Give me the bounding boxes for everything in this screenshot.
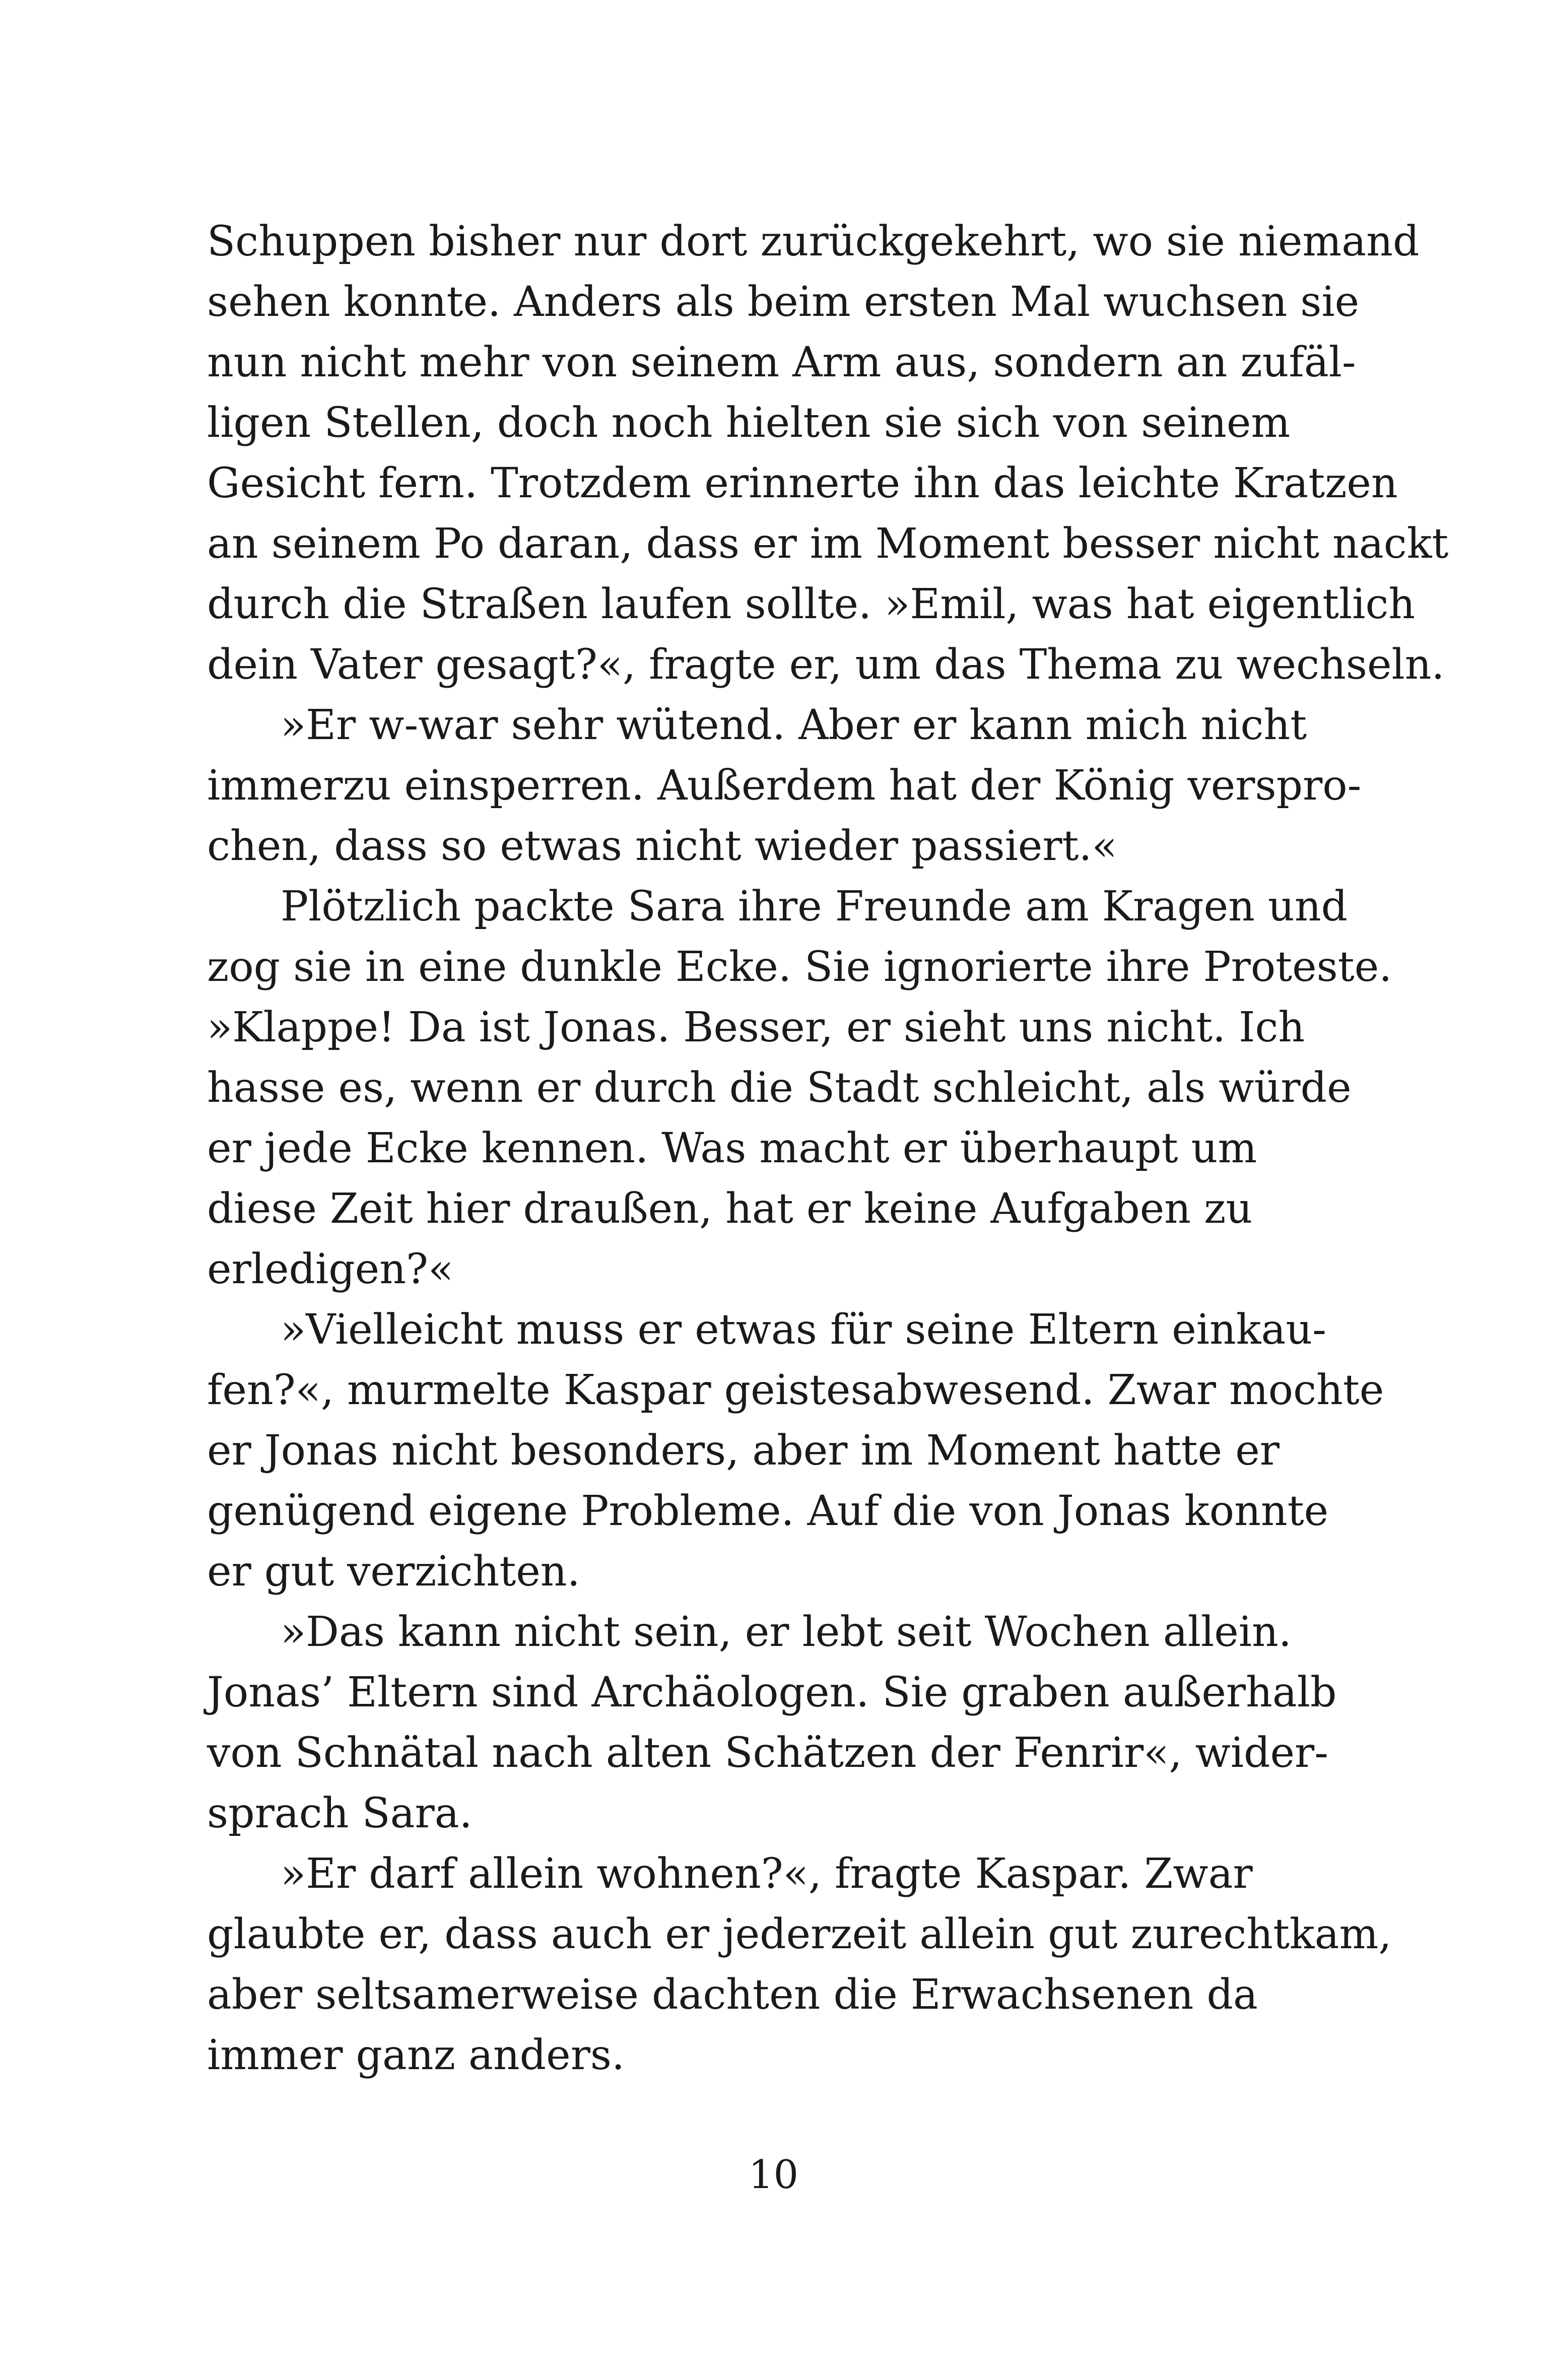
text-line: er gut verzichten. bbox=[207, 1548, 580, 1596]
text-line: Jonas’ Eltern sind Archäologen. Sie graben außerhalb bbox=[207, 1669, 1337, 1716]
text-line: »Das kann nicht sein, er lebt seit Wochen allein. bbox=[281, 1608, 1292, 1656]
text-line: er jede Ecke kennen. Was macht er überhaupt um bbox=[207, 1125, 1257, 1172]
text-line: »Er darf allein wohnen?«, fragte Kaspar. Zwar bbox=[281, 1850, 1253, 1898]
text-line: Schuppen bisher nur dort zurückgekehrt, wo sie niemand bbox=[207, 218, 1420, 266]
text-line: von Schnätal nach alten Schätzen der Fenrir«, wider- bbox=[207, 1729, 1328, 1777]
text-line: »Klappe! Da ist Jonas. Besser, er sieht uns nicht. Ich bbox=[207, 1004, 1305, 1051]
text-line: chen, dass so etwas nicht wieder passiert.« bbox=[207, 822, 1117, 870]
text-line: er Jonas nicht besonders, aber im Moment hatte er bbox=[207, 1427, 1280, 1475]
text-line: zog sie in eine dunkle Ecke. Sie ignorierte ihre Proteste. bbox=[207, 943, 1392, 991]
text-line: durch die Straßen laufen sollte. »Emil, was hat eigentlich bbox=[207, 580, 1416, 628]
text-line: erledigen?« bbox=[207, 1245, 454, 1293]
text-line: sprach Sara. bbox=[207, 1790, 473, 1837]
text-line: aber seltsamerweise dachten die Erwachsenen da bbox=[207, 1971, 1258, 2019]
text-line: fen?«, murmelte Kaspar geistesabwesend. Zwar mochte bbox=[207, 1366, 1384, 1414]
text-line: immerzu einsperren. Außerdem hat der König verspro- bbox=[207, 762, 1362, 810]
text-line: immer ganz anders. bbox=[207, 2031, 625, 2079]
text-line: »Vielleicht muss er etwas für seine Eltern einkau- bbox=[281, 1306, 1326, 1354]
text-line: sehen konnte. Anders als beim ersten Mal wuchsen sie bbox=[207, 278, 1360, 326]
text-line: Gesicht fern. Trotzdem erinnerte ihn das leichte Kratzen bbox=[207, 459, 1398, 507]
text-line: glaubte er, dass auch er jederzeit allein gut zurechtkam, bbox=[207, 1910, 1392, 1958]
text-line: dein Vater gesagt?«, fragte er, um das Thema zu wechseln. bbox=[207, 641, 1445, 689]
text-line: nun nicht mehr von seinem Arm aus, sondern an zufäl- bbox=[207, 339, 1356, 386]
text-line: hasse es, wenn er durch die Stadt schleicht, als würde bbox=[207, 1064, 1352, 1112]
text-line: ligen Stellen, doch noch hielten sie sich von seinem bbox=[207, 399, 1291, 447]
text-line: »Er w-war sehr wütend. Aber er kann mich nicht bbox=[281, 701, 1307, 749]
page-number: 10 bbox=[748, 2152, 799, 2198]
text-line: Plötzlich packte Sara ihre Freunde am Kragen und bbox=[281, 883, 1348, 931]
body-text bbox=[207, 212, 1449, 2086]
text-line: diese Zeit hier draußen, hat er keine Aufgaben zu bbox=[207, 1185, 1253, 1233]
text-line: an seinem Po daran, dass er im Moment besser nicht nackt bbox=[207, 520, 1449, 568]
text-line: genügend eigene Probleme. Auf die von Jonas konnte bbox=[207, 1487, 1329, 1535]
